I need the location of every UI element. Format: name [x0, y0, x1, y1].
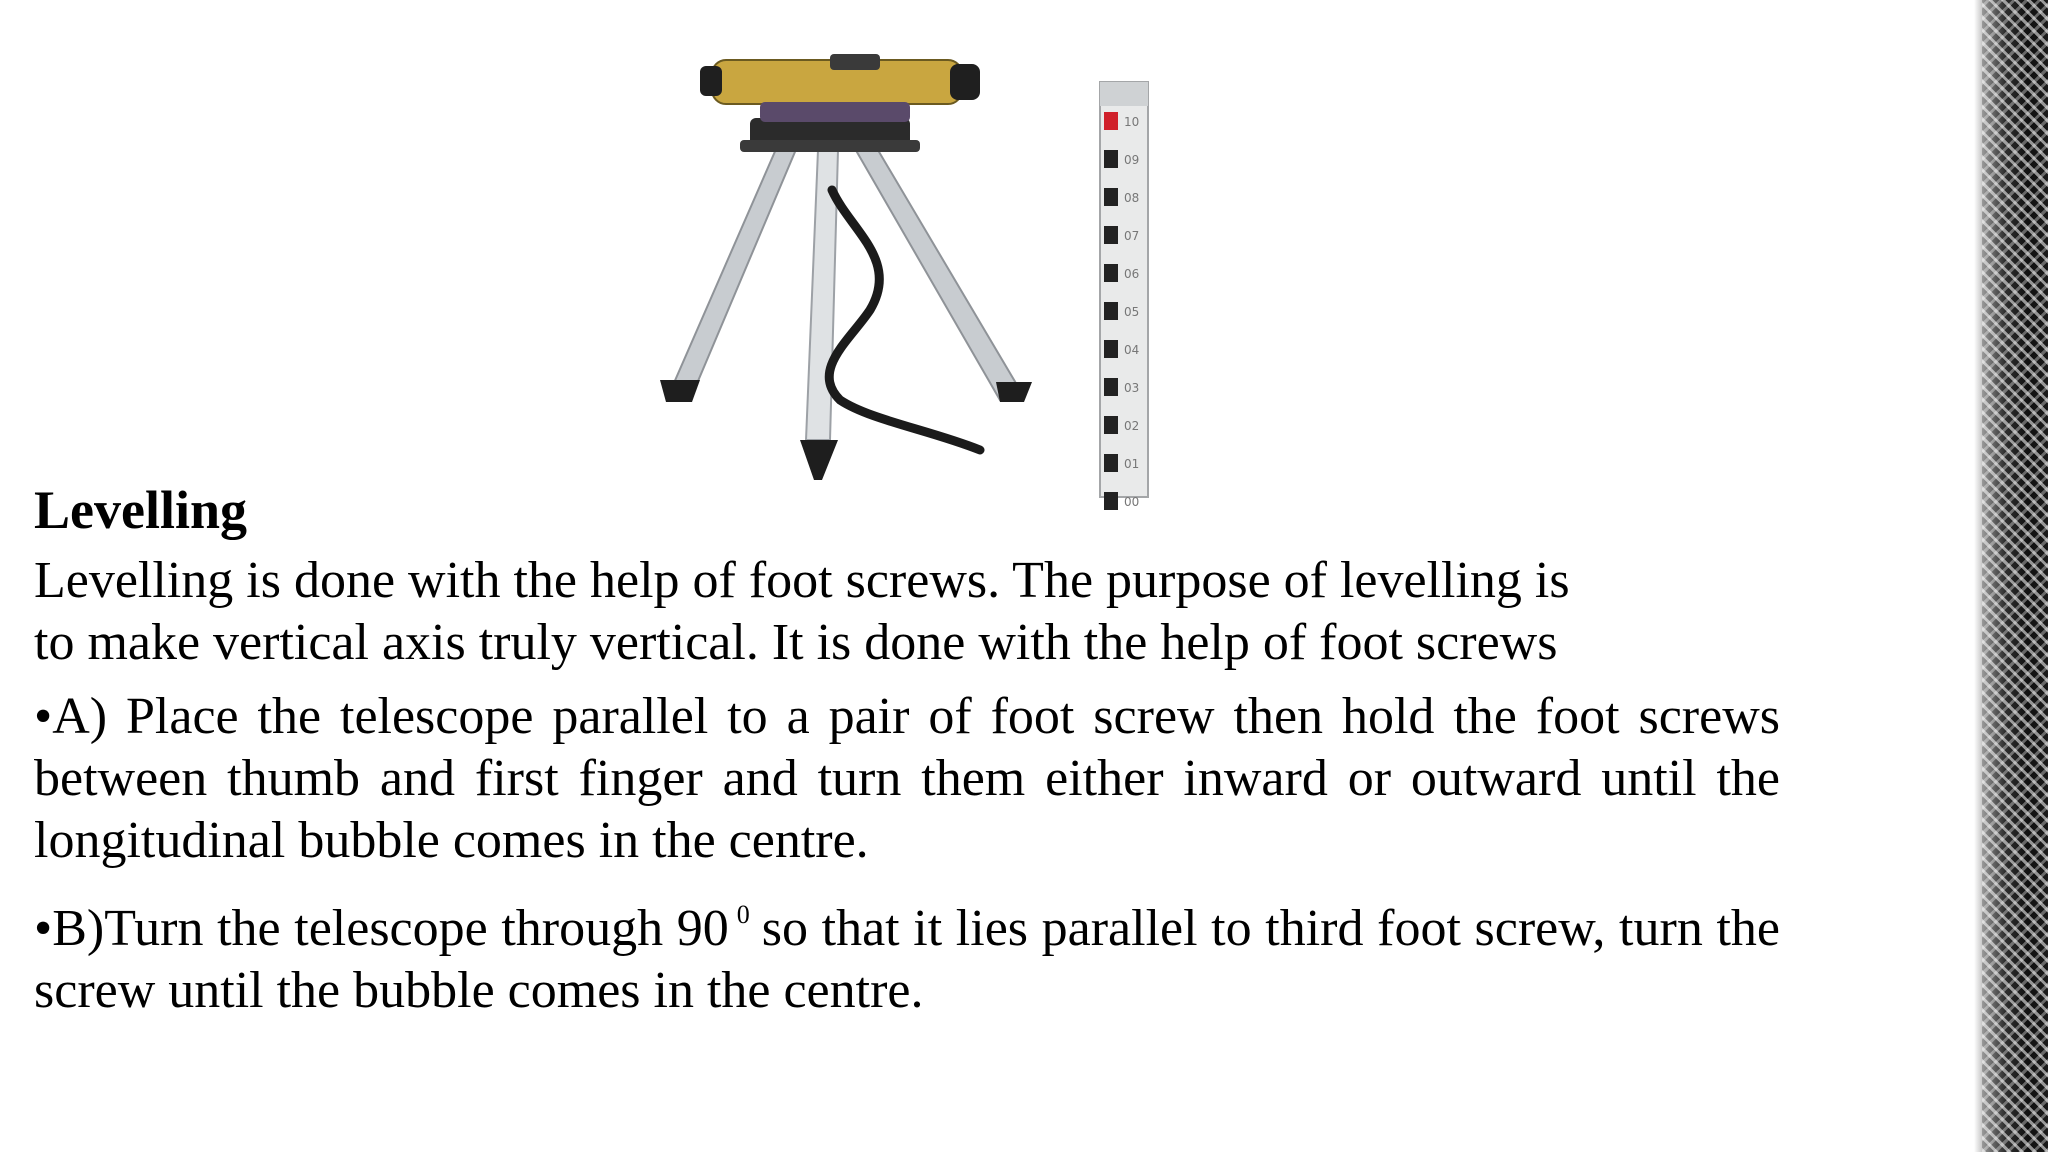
- staff-graduation-mark: [1104, 150, 1118, 168]
- staff-graduation-mark: [1104, 340, 1118, 358]
- staff-graduation-label: 04: [1124, 343, 1140, 357]
- staff-graduation-label: 00: [1124, 495, 1140, 509]
- paragraph-intro-line-1: Levelling is done with the help of foot screws. The purpose of levelling is: [34, 552, 1570, 609]
- staff-graduation-mark: [1104, 378, 1118, 396]
- staff-graduation-label: 06: [1124, 267, 1140, 281]
- slide-heading: Levelling: [34, 480, 247, 540]
- staff-graduation-label: 09: [1124, 153, 1140, 167]
- staff-graduation-label: 05: [1124, 305, 1140, 319]
- staff-graduation-label: 08: [1124, 191, 1140, 205]
- level-instrument-and-staff-image: [600, 40, 1180, 510]
- staff-graduation-label: 01: [1124, 457, 1140, 471]
- bullet-b: [34, 884, 1780, 1022]
- tripod: [660, 118, 1032, 480]
- staff-graduation-mark: [1104, 226, 1118, 244]
- bullet-b-part-1: •B)Turn the telescope through 90: [34, 900, 729, 957]
- degree-superscript: 0: [736, 900, 750, 929]
- paragraph-intro: [34, 550, 1780, 674]
- staff-graduation-mark: [1104, 112, 1118, 130]
- slide-text: [34, 480, 1780, 1034]
- staff-graduation-mark: [1104, 302, 1118, 320]
- staff-graduation-mark: [1104, 454, 1118, 472]
- staff-graduation-label: 10: [1124, 115, 1140, 129]
- side-strip-edge: [1974, 0, 1982, 1152]
- bullet-b-part-2: so that it lies parallel to third foot screw, turn the screw until the bubble comes in the centre.: [34, 900, 1780, 1019]
- staff-graduation-label: 02: [1124, 419, 1140, 433]
- level-instrument: [700, 54, 980, 122]
- levelling-staff: [1100, 82, 1148, 510]
- staff-graduation-mark: [1104, 264, 1118, 282]
- bullet-a: •A) Place the telescope parallel to a pair of foot screw then hold the foot screws between thumb and first finger and turn them either inward or outward until the longitudinal bubble comes in the centre.: [34, 688, 1780, 869]
- decorative-side-strip: [1982, 0, 2048, 1152]
- staff-graduation-mark: [1104, 188, 1118, 206]
- paragraph-intro-line-2: to make vertical axis truly vertical. It is done with the help of foot screws: [34, 614, 1558, 671]
- staff-graduation-label: 07: [1124, 229, 1140, 243]
- staff-graduation-mark: [1104, 416, 1118, 434]
- staff-graduation-label: 03: [1124, 381, 1140, 395]
